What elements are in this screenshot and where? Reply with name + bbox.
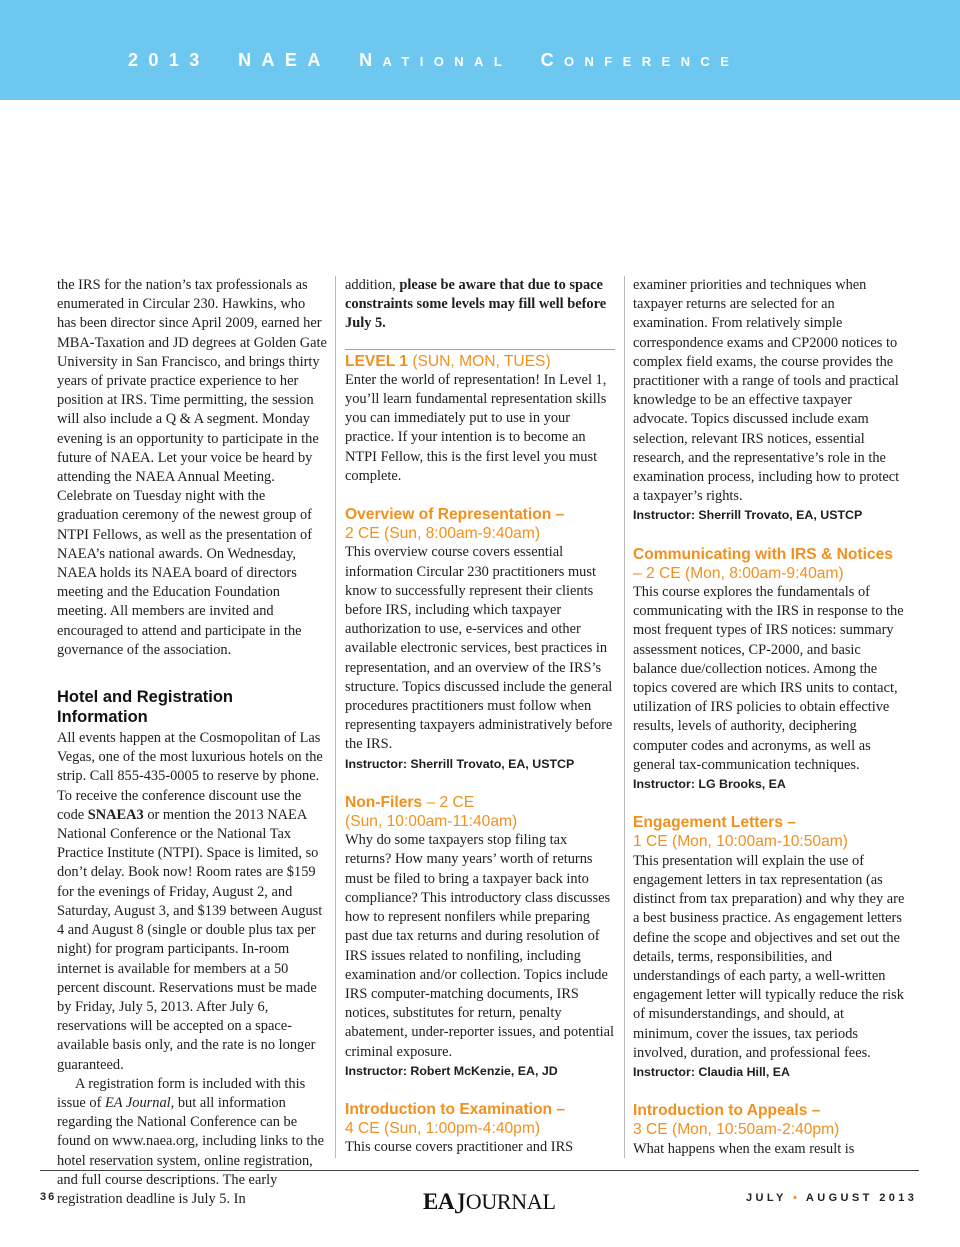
course-description: Why do some taxpayers stop filing tax returns? How many years’ worth of returns must be filed to bring a taxpayer back into compliance? This introductory class discusses how to represent nonfilers while preparing past due tax returns and during resolution of IRS issues related to nonfiling, including examination and/or collection. Topics include IRS computer-matching documents, IRS notices, substitutes for return, penalty abatement, under-reporter issues, and potential criminal exposure. [345, 832, 615, 1060]
level-description: Enter the world of representation! In Level 1, you’ll learn fundamental representation skills you can immediately put to use in your practice. If your intention is to become an NTPI Fellow, this is the first level you must complete. [345, 371, 607, 484]
column-1 [57, 276, 327, 1209]
course-description: examiner priorities and techniques when taxpayer returns are selected for an examination. From relatively simple correspondence exams and CP2000 notices to complex field exams, the course provides the practitioner with a range of tools and practical knowledge to be an effective taxpayer advocate. Topics discussed include exam selection, relevant IRS notices, essential research, and the representative’s role in the examination process, including how to protect a taxpayer’s rights. [633, 277, 900, 505]
hotel-paragraph: All events happen at the Cosmopolitan of Las Vegas, one of the most luxurious hotels on the strip. Call 855-435-0005 to reserve by phone. To receive the conference discount use the code SNAEA3 or mention the 2013 NAEA National Conference or the National Tax Practice Institute (NTPI). Space is limited, so don’t delay. Book now! Room rates are $159 for the evenings of Friday, August 2, and Saturday, August 3, and $139 between August 4 and August 8 (single or double plus tax per night) for program participants. In-room internet is available for members at a 50 percent discount. Reservations must be made by Friday, July 5, 2013. After July 6, reservations will be accepted on a space-available basis only, and the rate is no longer guaranteed. [57, 730, 323, 1073]
course-intro-examination [345, 1100, 615, 1158]
conference-banner [0, 0, 960, 100]
course-title: Communicating with IRS & Notices – 2 CE (Mon, 8:00am-9:40am) [633, 545, 893, 582]
course-title: Introduction to Examination – 4 CE (Sun, 1:00pm-4:40pm) [345, 1100, 566, 1138]
course-instructor: Instructor: LG Brooks, EA [633, 777, 786, 792]
course-non-filers [345, 793, 615, 1081]
column-3 [633, 276, 905, 1159]
body-paragraph: the IRS for the nation’s tax professionals as enumerated in Circular 230. Hawkins, who has been director since April 2009, earned her MBA-Taxation and JD degrees at Golden Gate University in San Francisco, and brings thirty years of private practice experience to her position at IRS. Time permitting, the session will also include a Q & A segment. Monday evening is an opportunity to participate in the future of NAEA. Let your voice be heard by attending the NAEA Annual Meeting. Celebrate on Tuesday night with the graduation ceremony of the newest group of NTPI Fellows, as well as the presentation of NAEA’s national awards. On Wednesday, NAEA holds its NAEA board of directors meeting and the Education Foundation meeting. All members are invited and encouraged to attend and participate in the governance of the association. [57, 277, 327, 658]
course-engagement-letters [633, 813, 905, 1082]
course-instructor: Instructor: Robert McKenzie, EA, JD [345, 1063, 558, 1078]
course-title: Engagement Letters – 1 CE (Mon, 10:00am-10:50am) [633, 814, 848, 851]
section-rule [345, 349, 615, 350]
ea-journal-logo: EAJOURNAL [423, 1187, 556, 1220]
course-overview-representation [345, 505, 615, 774]
course-description: What happens when the exam result is [633, 1140, 855, 1157]
column-2 [345, 276, 615, 1158]
column-divider [335, 276, 336, 1158]
space-notice: addition, please be aware that due to space constraints some levels may fill well before July 5. [345, 277, 607, 332]
course-instructor: Instructor: Sherrill Trovato, EA, USTCP [633, 508, 863, 523]
course-description: This overview course covers essential information Circular 230 practitioners must know to successfully represent their clients before IRS, including which taxpayer authorization to use, e-services and other available electronic services, best practices in representation, and an overview of the IRS’s structure. Topics discussed include the general procedures practitioners must follow when representing taxpayers administratively before the IRS. [345, 544, 613, 753]
discount-code: SNAEA3 [87, 806, 144, 823]
course-instructor: Instructor: Sherrill Trovato, EA, USTCP [345, 756, 575, 771]
journal-name: EA Journal [104, 1094, 171, 1111]
course-communicating-irs [633, 545, 905, 795]
footer-rule [40, 1170, 919, 1171]
course-instructor: Instructor: Claudia Hill, EA [633, 1064, 790, 1079]
page-number: 36 [40, 1191, 57, 1203]
hotel-registration-heading: Hotel and Registration Information [57, 688, 234, 727]
course-title: Introduction to Appeals – 3 CE (Mon, 10:50am-2:40pm) [633, 1102, 840, 1139]
registration-paragraph: A registration form is included with this issue of EA Journal, but all information regarding the National Conference can be found on www.naea.org, including links to the hotel reservation system, online registration, and full course descriptions. The early registration deadline is July 5. In [57, 1075, 324, 1207]
course-title: Overview of Representation – 2 CE (Sun, 8:00am-9:40am) [345, 506, 565, 543]
course-description: This presentation will explain the use of engagement letters in tax representation (as distinct from tax preparation) and why they are a best business practice. As engagement letters define the scope and objectives and set out the details, terms, responsibilities, and understandings of each party, a well-written engagement letter will typically reduce the risk of misunderstandings, and should, at minimum, cover the issues, tax periods involved, duration, and professional fees. [633, 852, 905, 1061]
issue-date: JULY • AUGUST 2013 [746, 1192, 918, 1204]
level-heading: LEVEL 1 (SUN, MON, TUES) [345, 352, 551, 370]
course-description: This course explores the fundamentals of communicating with the IRS in response to the most frequent types of IRS notices: summary assessment notices, CP-2000, and basic balance due/collection notices. Among the topics covered are which IRS units to contact, utilization of IRS policies to obtain effective results, levels of authority, deciphering computer codes and acronyms, as well as general tax-communication techniques. [633, 584, 904, 773]
course-intro-appeals [633, 1101, 905, 1159]
banner-title: 2013 NAEA NATIONAL CONFERENCE [128, 50, 740, 70]
column-divider [624, 276, 625, 1158]
course-title: Non-Filers – 2 CE (Sun, 10:00am-11:40am) [345, 793, 518, 831]
course-description: This course covers practitioner and IRS [345, 1139, 574, 1156]
